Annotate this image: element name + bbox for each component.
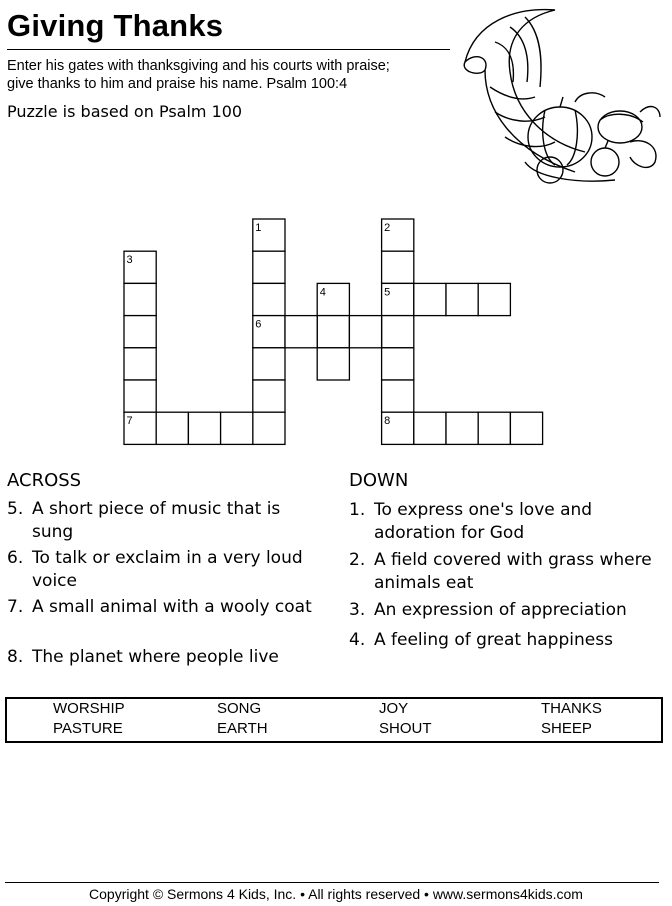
grid-cell[interactable] — [253, 251, 285, 283]
grid-cell[interactable] — [382, 316, 414, 348]
grid-cell[interactable] — [317, 316, 349, 348]
across-clue — [7, 547, 325, 593]
clue-text: A short piece of music that is sung — [32, 499, 281, 542]
grid-cell[interactable] — [382, 380, 414, 412]
word-bank-item: EARTH — [217, 720, 268, 737]
across-clue — [7, 646, 337, 669]
verse-line-2: give thanks to him and praise his name. Psalm 100:4 — [7, 76, 348, 92]
grid-cell[interactable] — [478, 412, 510, 444]
grid-cell[interactable] — [285, 316, 317, 348]
word-bank-item: PASTURE — [53, 720, 123, 737]
clue-text: To talk or exclaim in a very loud voice — [32, 548, 303, 591]
across-clue — [7, 498, 317, 544]
word-bank — [5, 697, 663, 743]
across-heading: ACROSS — [7, 470, 82, 491]
grid-cell[interactable] — [188, 412, 220, 444]
down-clue — [349, 499, 609, 545]
clue-number: 5. — [7, 499, 24, 519]
clue-text: The planet where people live — [32, 647, 279, 667]
grid-clue-number: 6 — [255, 318, 262, 331]
clue-text: To express one's love and adoration for God — [374, 500, 593, 543]
down-clue — [349, 549, 667, 595]
grid-cell[interactable] — [156, 412, 188, 444]
grid-cell[interactable] — [382, 251, 414, 283]
verse-line-1: Enter his gates with thanksgiving and his courts with praise; — [7, 58, 390, 74]
down-heading: DOWN — [349, 470, 409, 491]
copyright-notice: Copyright © Sermons 4 Kids, Inc. • All rights reserved • www.sermons4kids.com — [89, 886, 583, 902]
puzzle-source-note: Puzzle is based on Psalm 100 — [7, 102, 243, 121]
grid-cell[interactable] — [253, 348, 285, 380]
grid-cell[interactable] — [253, 283, 285, 315]
grid-clue-number: 7 — [126, 415, 133, 428]
clue-number: 6. — [7, 548, 24, 568]
word-bank-item: SHEEP — [541, 720, 592, 737]
clue-number: 4. — [349, 630, 366, 650]
word-bank-item: SONG — [217, 700, 262, 717]
grid-clue-number: 8 — [384, 415, 391, 428]
word-bank-item: JOY — [379, 700, 409, 717]
grid-cell[interactable] — [414, 283, 446, 315]
clue-text: An expression of appreciation — [374, 600, 627, 620]
grid-cell[interactable] — [124, 283, 156, 315]
down-clue — [349, 629, 667, 652]
clue-number: 3. — [349, 600, 366, 620]
grid-cell[interactable] — [478, 283, 510, 315]
across-clue — [7, 596, 337, 619]
word-bank-item: SHOUT — [379, 720, 432, 737]
grid-cell[interactable] — [124, 348, 156, 380]
clue-number: 2. — [349, 550, 366, 570]
down-clue — [349, 599, 667, 622]
grid-clue-number: 2 — [384, 222, 391, 234]
grid-clue-number: 5 — [384, 286, 391, 299]
grid-cell[interactable] — [253, 380, 285, 412]
grid-cell[interactable] — [124, 316, 156, 348]
grid-cell[interactable] — [124, 380, 156, 412]
clue-number: 1. — [349, 500, 366, 520]
clue-text: A small animal with a wooly coat — [32, 597, 312, 617]
word-bank-item: THANKS — [541, 700, 602, 717]
grid-cell[interactable] — [253, 412, 285, 444]
grid-cell[interactable] — [221, 412, 253, 444]
grid-cell[interactable] — [349, 316, 381, 348]
clue-number: 7. — [7, 597, 24, 617]
grid-clue-number: 3 — [126, 254, 133, 267]
clue-number: 8. — [7, 647, 24, 667]
page-title: Giving Thanks — [7, 8, 224, 43]
grid-cell[interactable] — [510, 412, 542, 444]
grid-cell[interactable] — [446, 412, 478, 444]
grid-cell[interactable] — [414, 412, 446, 444]
word-bank-item: WORSHIP — [53, 700, 125, 717]
grid-clue-number: 4 — [319, 286, 326, 299]
grid-cell[interactable] — [446, 283, 478, 315]
clue-text: A feeling of great happiness — [374, 630, 613, 650]
grid-cell[interactable] — [382, 348, 414, 380]
grid-cell[interactable] — [317, 348, 349, 380]
grid-clue-number: 1 — [255, 222, 262, 234]
clue-text: A field covered with grass where animals eat — [374, 550, 652, 593]
footer-divider — [5, 882, 659, 883]
